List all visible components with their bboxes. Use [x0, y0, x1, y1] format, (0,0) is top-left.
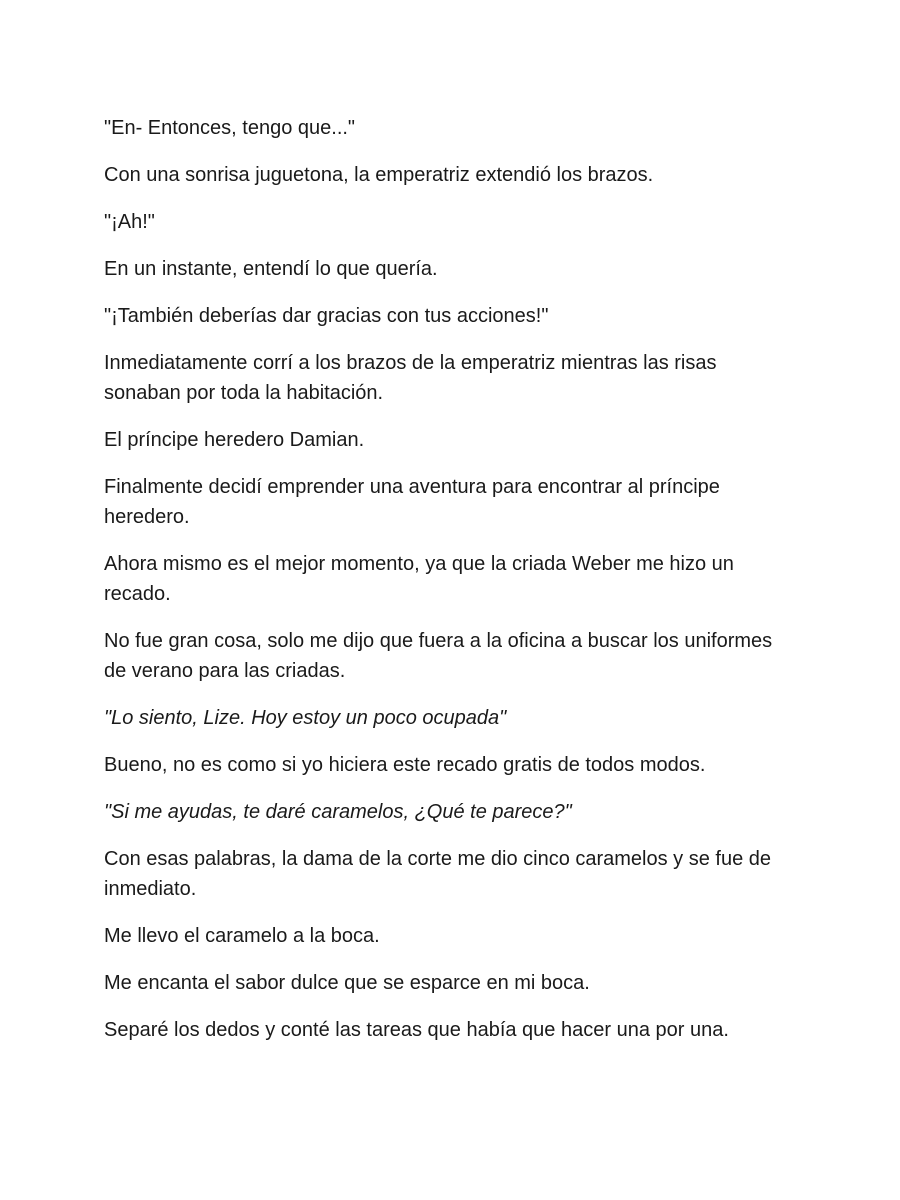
- paragraph: Bueno, no es como si yo hiciera este recado gratis de todos modos.: [104, 754, 706, 776]
- paragraph: Inmediatamente corrí a los brazos de la emperatriz mientras las risas sonaban por toda la habitación.: [104, 352, 717, 404]
- paragraph: Ahora mismo es el mejor momento, ya que la criada Weber me hizo un recado.: [104, 553, 734, 605]
- paragraph: Con esas palabras, la dama de la corte me dio cinco caramelos y se fue de inmediato.: [104, 848, 772, 900]
- paragraph: "¡También deberías dar gracias con tus acciones!": [104, 305, 549, 327]
- paragraph: No fue gran cosa, solo me dijo que fuera a la oficina a buscar los uniformes de verano para las criadas.: [104, 630, 773, 682]
- paragraph: Separé los dedos y conté las tareas que había que hacer una por una.: [104, 1019, 729, 1041]
- paragraph: "Lo siento, Lize. Hoy estoy un poco ocupada": [104, 707, 507, 729]
- paragraph: El príncipe heredero Damian.: [104, 429, 365, 451]
- paragraph: "¡Ah!": [104, 211, 155, 233]
- body-text: [104, 113, 794, 1062]
- paragraph: Con una sonrisa juguetona, la emperatriz extendió los brazos.: [104, 164, 654, 186]
- paragraph: En un instante, entendí lo que quería.: [104, 258, 438, 280]
- paragraph: Finalmente decidí emprender una aventura para encontrar al príncipe heredero.: [104, 476, 720, 528]
- paragraph: "En- Entonces, tengo que...": [104, 117, 356, 139]
- paragraph: "Si me ayudas, te daré caramelos, ¿Qué te parece?": [104, 801, 572, 823]
- paragraph: Me encanta el sabor dulce que se esparce en mi boca.: [104, 972, 590, 994]
- paragraph: Me llevo el caramelo a la boca.: [104, 925, 380, 947]
